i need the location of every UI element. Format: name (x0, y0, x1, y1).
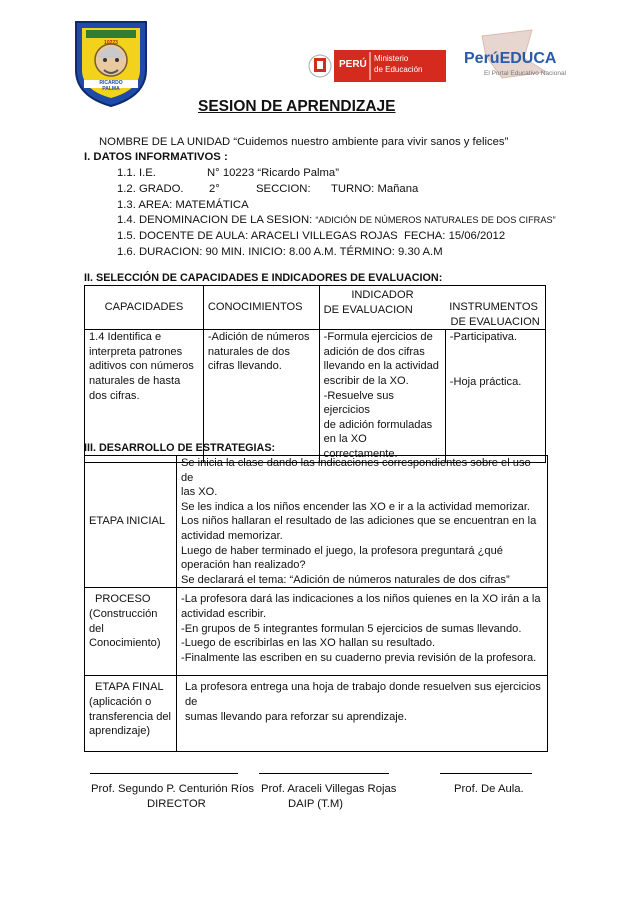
estrategias-table (84, 455, 548, 752)
indicador-line: de adición formuladas (323, 418, 433, 431)
capacidad-line: naturales de hasta (89, 374, 181, 387)
estrategia-line: Luego de haber terminado el juego, la profesora preguntará ¿qué (181, 544, 503, 557)
signature-line-1 (90, 773, 238, 774)
header-capacidades (85, 286, 204, 330)
signature-2-role: DAIP (T.M) (288, 798, 344, 810)
estrategia-line: operación han realizado? (181, 559, 306, 572)
instrumento-line: -Hoja práctica. (449, 375, 522, 388)
proceso-content (177, 588, 548, 676)
ie-value: N° 10223 “Ricardo Palma” (207, 167, 339, 179)
estrategia-line: actividad memorizar. (181, 529, 283, 542)
docente-line: 1.5. DOCENTE DE AULA: ARACELI VILLEGAS ROJAS (117, 230, 398, 242)
section-2-heading: II. SELECCIÓN DE CAPACIDADES E INDICADORES DE EVALUACION: (84, 272, 443, 284)
capacidad-line: 1.4 Identifica e (89, 331, 162, 344)
grado-label: 1.2. GRADO. (117, 183, 184, 195)
capacidad-line: dos cifras. (89, 389, 140, 402)
final-label-line: (aplicación o (89, 695, 152, 708)
indicador-line: llevando en la actividad (323, 360, 439, 373)
area-line: 1.3. AREA: MATEMÁTICA (117, 199, 249, 211)
capacidad-line: aditivos con números (89, 360, 194, 373)
fecha-line: FECHA: 15/06/2012 (404, 230, 506, 242)
conocimiento-line: naturales de dos (207, 345, 290, 358)
section-1-heading: I. DATOS INFORMATIVOS : (84, 151, 228, 163)
header-instrumentos-2: DE EVALUACION (450, 315, 540, 328)
section-3-heading: III. DESARROLLO DE ESTRATEGIAS: (84, 442, 276, 454)
page-title: SESION DE APRENDIZAJE (198, 98, 396, 115)
turno-label: TURNO: Mañana (331, 183, 419, 195)
denominacion-value: “ADICIÓN DE NÚMEROS NATURALES DE DOS CIFRAS” (315, 215, 556, 225)
ministry-peru-label: PERÚ (339, 59, 367, 70)
final-label-line: transferencia del (89, 710, 172, 723)
indicador-line: adición de dos cifras (323, 345, 425, 358)
header-capacidades-text: CAPACIDADES (104, 301, 184, 314)
header-conocimientos (203, 286, 319, 330)
proceso-label-line: PROCESO (95, 593, 151, 606)
final-label (85, 676, 177, 752)
signature-2-name: Prof. Araceli Villegas Rojas (261, 783, 397, 795)
school-logo (72, 18, 150, 108)
estrategia-line: Se les indica a los niños encender las XO e ir a la actividad memorizar. (181, 500, 531, 513)
denominacion-label: 1.4. DENOMINACION DE LA SESION: (117, 214, 316, 226)
table-header-row (85, 286, 546, 330)
proceso-label-line: del (89, 622, 104, 635)
unit-name: NOMBRE DE LA UNIDAD “Cuidemos nuestro ambiente para vivir sanos y felices” (99, 136, 509, 148)
indicador-line: en la XO correctamente. (323, 433, 398, 460)
table-row (85, 676, 548, 752)
signature-line-2 (259, 773, 389, 774)
header-indicador-2: DE EVALUACION (323, 303, 413, 316)
cell-instrumento (445, 330, 545, 462)
conocimiento-line: -Adición de números (207, 331, 310, 344)
ministry-label-1: Ministerio (374, 54, 409, 63)
estrategia-line: actividad escribir. (181, 607, 267, 620)
proceso-label-line: (Construcción (89, 607, 158, 620)
header-instrumentos-1: INSTRUMENTOS (449, 301, 538, 313)
perueduca-tagline: El Portal Educativo Nacional (484, 70, 567, 77)
ministry-label-2: de Educación (374, 65, 423, 74)
estrategia-line: sumas llevando para reforzar su aprendizaje. (185, 710, 407, 723)
indicador-line: -Resuelve sus ejercicios (323, 389, 394, 417)
header-indicador-1: INDICADOR (351, 289, 414, 301)
seccion-label: SECCION: (256, 183, 311, 195)
conocimiento-line: cifras llevando. (207, 360, 282, 373)
proceso-label (85, 588, 177, 676)
estrategia-line: Se declarará el tema: “Adición de números naturales de dos cifras” (181, 573, 510, 586)
indicador-line: escribir de la XO. (323, 374, 409, 387)
final-label-line: ETAPA FINAL (95, 681, 164, 694)
ie-label: 1.1. I.E. (117, 167, 156, 179)
estrategia-line: Se inicia la clase dando las indicaciones correspondientes sobre el uso de (181, 457, 531, 484)
ministry-logo (308, 46, 458, 86)
proceso-label-line: Conocimiento) (89, 637, 161, 650)
perueduca-logo (462, 28, 612, 98)
table-row (85, 456, 548, 588)
etapa-inicial-label (85, 456, 177, 588)
estrategia-line: La profesora entrega una hoja de trabajo donde resuelven sus ejercicios de (185, 681, 541, 708)
estrategia-line: -Luego de escribirlas en las XO hallan su resultado. (181, 637, 436, 650)
duracion-line: 1.6. DURACION: 90 MIN. INICIO: 8.00 A.M. TÉRMINO: 9.30 A.M (117, 246, 443, 258)
final-content (177, 676, 548, 752)
indicador-line: -Formula ejercicios de (323, 331, 433, 344)
signature-1-role: DIRECTOR (147, 798, 206, 810)
estrategia-line: Los niños hallaran el resultado de las adiciones que se encuentran en la (181, 515, 537, 528)
signature-3-name: Prof. De Aula. (454, 783, 524, 795)
instrumento-line: -Participativa. (449, 331, 517, 344)
capacidades-table (84, 285, 546, 463)
header-instrumentos (445, 286, 545, 330)
signature-line-3 (440, 773, 532, 774)
header-indicador (319, 286, 445, 330)
estrategia-line: las XO. (181, 486, 218, 499)
header-conocimientos-text: CONOCIMIENTOS (207, 301, 303, 314)
capacidad-line: interpreta patrones (89, 345, 183, 358)
table-row (85, 588, 548, 676)
etapa-inicial-text: ETAPA INICIAL (89, 515, 166, 528)
etapa-inicial-content (177, 456, 548, 588)
grado-value: 2° (209, 183, 220, 195)
school-logo-text: RICARDO PALMA (99, 80, 123, 92)
estrategia-line: -Finalmente las escriben en su cuaderno previa revisión de la profesora. (181, 651, 537, 664)
signature-1-name: Prof. Segundo P. Centurión Ríos (91, 783, 255, 795)
final-label-line: aprendizaje) (89, 725, 151, 738)
cell-indicador (319, 330, 445, 462)
estrategia-line: -La profesora dará las indicaciones a los niños quienes en la XO irán a la (181, 593, 541, 606)
estrategia-line: -En grupos de 5 integrantes formulan 5 ejercicios de sumas llevando. (181, 622, 522, 635)
denominacion-line (117, 213, 556, 227)
school-logo-number: 10223 (104, 40, 118, 46)
perueduca-name: PerúEDUCA (464, 50, 557, 67)
